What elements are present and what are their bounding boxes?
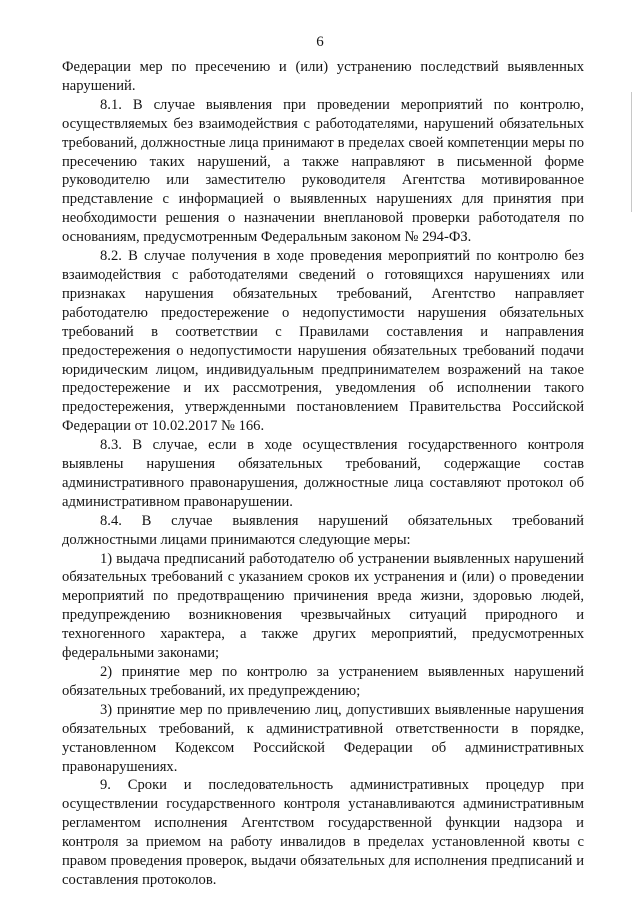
scan-edge-mark [631, 92, 632, 212]
paragraph-8-4-item-3: 3) принятие мер по привлечению лиц, допустивших выявленные нарушения обязательных требований, к административной ответственности в порядке, установленном Кодексом Российской Федерации об административных правонарушениях. [62, 701, 584, 775]
document-body [62, 58, 584, 890]
paragraph-8-4: 8.4. В случае выявления нарушений обязательных требований должностными лицами принимаются следующие меры: [62, 512, 584, 548]
paragraph-8-2: 8.2. В случае получения в ходе проведения мероприятий по контролю без взаимодействия с работодателями сведений о готовящихся нарушениях или признаках нарушения обязательных требований, Агентство направляет работодателю предостережение о недопустимости нарушения обязательных требований в соответствии с Правилами составления и направления предостережения о недопустимости нарушения обязательных требований подачи юридическим лицом, индивидуальным предпринимателем возражений на такое предостережение и их рассмотрения, уведомления об исполнении такого предостережения, утвержденными постановлением Правительства Российской Федерации от 10.02.2017 № 166. [62, 248, 584, 435]
paragraph-8-4-item-2: 2) принятие мер по контролю за устранением выявленных нарушений обязательных требований, их предупреждению; [62, 664, 584, 699]
page-number: 6 [316, 34, 324, 50]
paragraph-9: 9. Сроки и последовательность административных процедур при осуществлении государственного контроля устанавливаются административным регламентом исполнения Агентством государственной функции надзора и контроля за приемом на работу инвалидов в пределах установленной квоты с правом проведения проверок, выдачи обязательных для исполнения предписаний и составления протоколов. [62, 777, 584, 888]
paragraph-8-1: 8.1. В случае выявления при проведении мероприятий по контролю, осуществляемых без взаимодействия с работодателями, нарушений обязательных требований, должностные лица принимают в пределах своей компетенции меры по пресечению таких нарушений, а также направляют в письменной форме руководителю или заместителю руководителя Агентства мотивированное представление с информацией о выявленных нарушениях для принятия при необходимости решения о назначении внеплановой проверки работодателя по основаниям, предусмотренным Федеральным законом № 294-ФЗ. [62, 96, 584, 246]
paragraph-8-4-item-1: 1) выдача предписаний работодателю об устранении выявленных нарушений обязательных требований с указанием сроков их устранения и (или) о проведении мероприятий по предотвращению причинения вреда жизни, здоровью людей, предупреждению возникновения чрезвычайных ситуаций природного и техногенного характера, а также других мероприятий, предусмотренных федеральными законами; [62, 550, 584, 662]
paragraph-continuation: Федерации мер по пресечению и (или) устранению последствий выявленных нарушений. [62, 59, 584, 94]
paragraph-8-3: 8.3. В случае, если в ходе осуществления государственного контроля выявлены нарушения обязательных требований, содержащие состав административного правонарушения, должностные лица составляют протокол об административном правонарушении. [62, 437, 584, 510]
